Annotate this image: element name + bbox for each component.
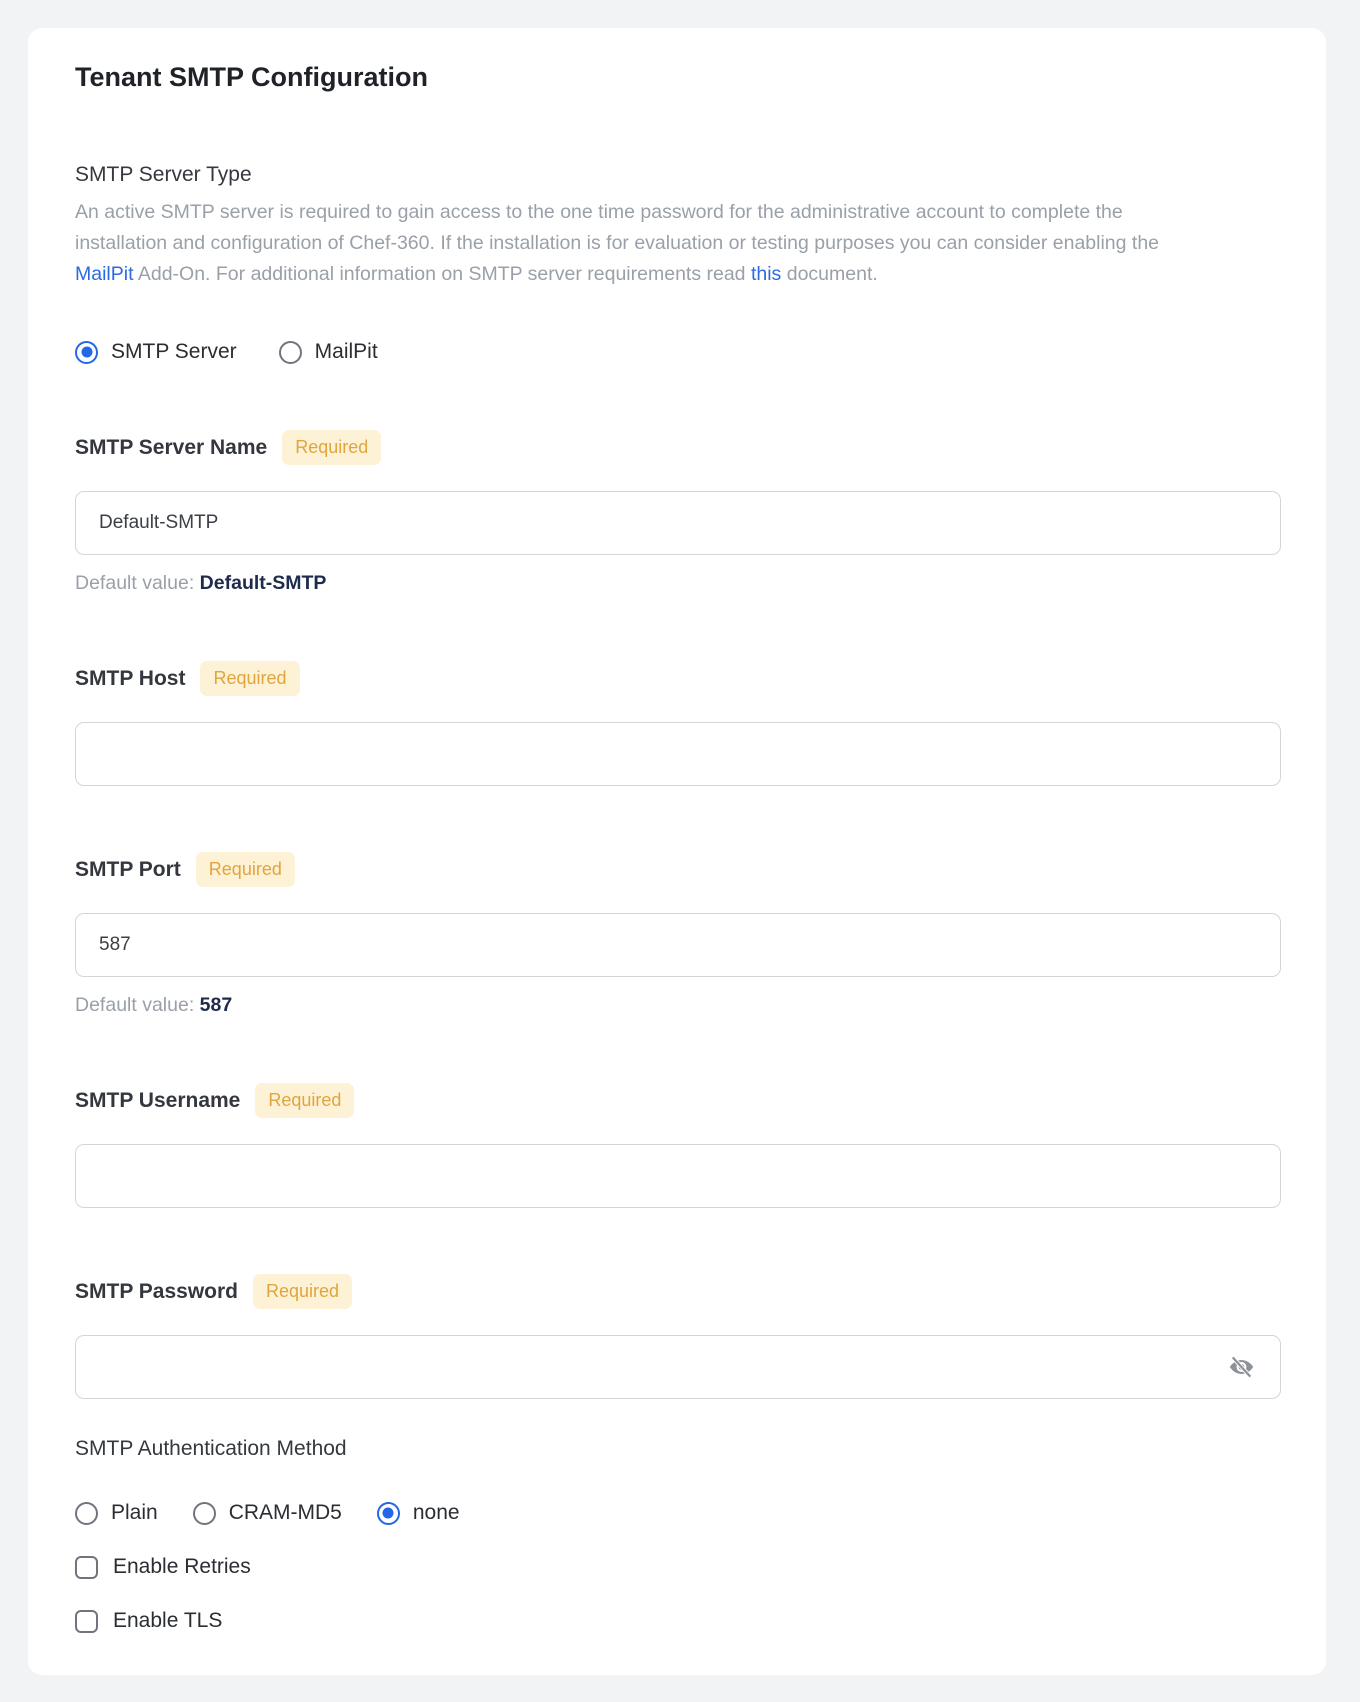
required-badge: Required [253,1274,352,1309]
radio-none-label: none [412,1501,460,1524]
smtp-host-input[interactable] [75,722,1281,786]
smtp-port-input[interactable] [75,913,1281,977]
password-visibility-toggle[interactable] [1228,1354,1255,1381]
default-value-text: Default-SMTP [199,572,327,594]
radio-none[interactable] [377,1501,460,1525]
this-document-link[interactable]: this [750,263,782,285]
page-title: Tenant SMTP Configuration [75,62,428,92]
checkbox-enable-retries[interactable] [75,1555,1281,1579]
smtp-port-default-hint: Default value: 587 [75,994,233,1016]
radio-smtp-server[interactable] [75,340,237,364]
radio-mailpit[interactable] [279,340,378,364]
radio-unselected-icon[interactable] [279,341,302,364]
smtp-configuration-card [28,28,1326,1675]
radio-unselected-icon[interactable] [193,1502,216,1525]
server-type-radio-group [75,340,1281,364]
smtp-username-label: SMTP Username [75,1088,241,1112]
radio-cram-md5[interactable] [193,1501,342,1525]
default-value-text: 587 [199,994,233,1016]
description-text: An active SMTP server is required to gain access to the one time password for the administrative account to complete the installation and configuration of Chef-360. If the installation is for evaluation or testing purposes you can consider enabling the [75,201,1160,254]
smtp-password-input-wrap [75,1335,1281,1399]
field-smtp-server-name [75,430,1281,595]
checkbox-enable-tls[interactable] [75,1609,1281,1633]
smtp-username-input[interactable] [75,1144,1281,1208]
smtp-server-type-description [75,197,1200,290]
required-badge: Required [200,661,299,696]
radio-plain[interactable] [75,1501,158,1525]
radio-selected-icon[interactable] [75,341,98,364]
smtp-host-label: SMTP Host [75,666,186,690]
smtp-server-name-label: SMTP Server Name [75,435,268,459]
field-smtp-port [75,852,1281,1017]
smtp-port-label: SMTP Port [75,857,181,881]
checkbox-unchecked-icon[interactable] [75,1610,98,1633]
smtp-server-name-input[interactable] [75,491,1281,555]
radio-mailpit-label: MailPit [314,340,378,363]
enable-tls-label: Enable TLS [113,1609,223,1632]
smtp-server-type-label: SMTP Server Type [75,163,252,186]
field-smtp-password [75,1274,1281,1399]
radio-plain-label: Plain [111,1501,158,1524]
radio-smtp-server-label: SMTP Server [111,340,237,363]
smtp-password-label: SMTP Password [75,1279,238,1303]
auth-method-radio-group [75,1501,1281,1525]
radio-cram-md5-label: CRAM-MD5 [228,1501,342,1524]
radio-selected-icon[interactable] [377,1502,400,1525]
radio-unselected-icon[interactable] [75,1502,98,1525]
field-smtp-username [75,1083,1281,1208]
eye-off-icon [1228,1369,1255,1384]
required-badge: Required [196,852,295,887]
description-text: document. [781,263,878,285]
mailpit-link[interactable]: MailPit [75,263,134,285]
field-smtp-host [75,661,1281,786]
required-badge: Required [282,430,381,465]
smtp-auth-method-label: SMTP Authentication Method [75,1437,347,1460]
smtp-password-input[interactable] [75,1335,1281,1399]
required-badge: Required [255,1083,354,1118]
smtp-server-name-default-hint: Default value: Default-SMTP [75,572,327,594]
enable-retries-label: Enable Retries [113,1555,251,1578]
checkbox-unchecked-icon[interactable] [75,1556,98,1579]
description-text: Add-On. For additional information on SMTP server requirements read [133,263,751,285]
